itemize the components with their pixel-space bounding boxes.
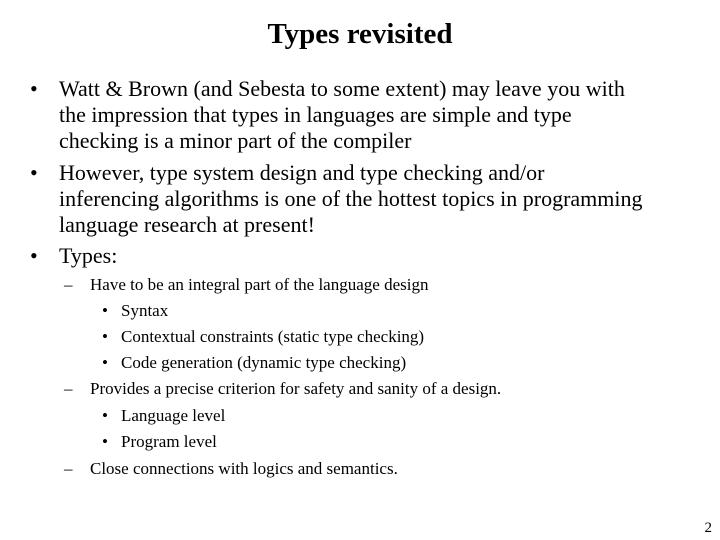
bullet-line: Types:	[59, 243, 118, 268]
page-number: 2	[704, 520, 712, 536]
bullet-marker: •	[30, 76, 38, 101]
bullet-marker: •	[102, 327, 108, 346]
slide-title: Types revisited	[267, 18, 453, 50]
sub-item-text: Have to be an integral part of the language design	[90, 275, 429, 294]
dash-marker: –	[64, 459, 73, 478]
sub-sub-item-text: Program level	[121, 432, 217, 451]
sub-item	[64, 456, 690, 482]
bullet-marker: •	[102, 301, 108, 320]
sub-sub-item	[102, 403, 681, 429]
bullet-item	[30, 243, 709, 269]
dash-marker: –	[64, 275, 73, 294]
bullet-line: inferencing algorithms is one of the hottest topics in programming	[59, 186, 643, 211]
bullet-marker: •	[102, 353, 108, 372]
sub-sub-item	[102, 429, 681, 455]
bullet-line: the impression that types in languages are simple and type	[59, 102, 572, 127]
bullet-marker: •	[30, 243, 38, 268]
bullet-marker: •	[30, 160, 38, 185]
bullet-line: However, type system design and type checking and/or	[59, 160, 545, 185]
sub-sub-item	[102, 350, 681, 376]
sub-sub-item-text: Language level	[121, 406, 226, 425]
bullet-line: language research at present!	[59, 212, 315, 237]
sub-sub-item-text: Code generation (dynamic type checking)	[121, 353, 407, 372]
sub-item	[64, 376, 690, 402]
bullet-item	[30, 76, 709, 154]
sub-item	[64, 272, 690, 298]
sub-sub-item-text: Syntax	[121, 301, 169, 320]
sub-sub-item-text: Contextual constraints (static type checking)	[121, 327, 425, 346]
sub-sub-item	[102, 324, 681, 350]
dash-marker: –	[64, 379, 73, 398]
bullet-item	[30, 160, 709, 238]
bullet-marker: •	[102, 406, 108, 425]
bullet-marker: •	[102, 432, 108, 451]
sub-item-text: Provides a precise criterion for safety and sanity of a design.	[90, 379, 502, 398]
bullet-line: Watt & Brown (and Sebesta to some extent) may leave you with	[59, 76, 625, 101]
sub-item-text: Close connections with logics and semantics.	[90, 459, 398, 478]
bullet-line: checking is a minor part of the compiler	[59, 128, 412, 153]
sub-sub-item	[102, 298, 681, 324]
